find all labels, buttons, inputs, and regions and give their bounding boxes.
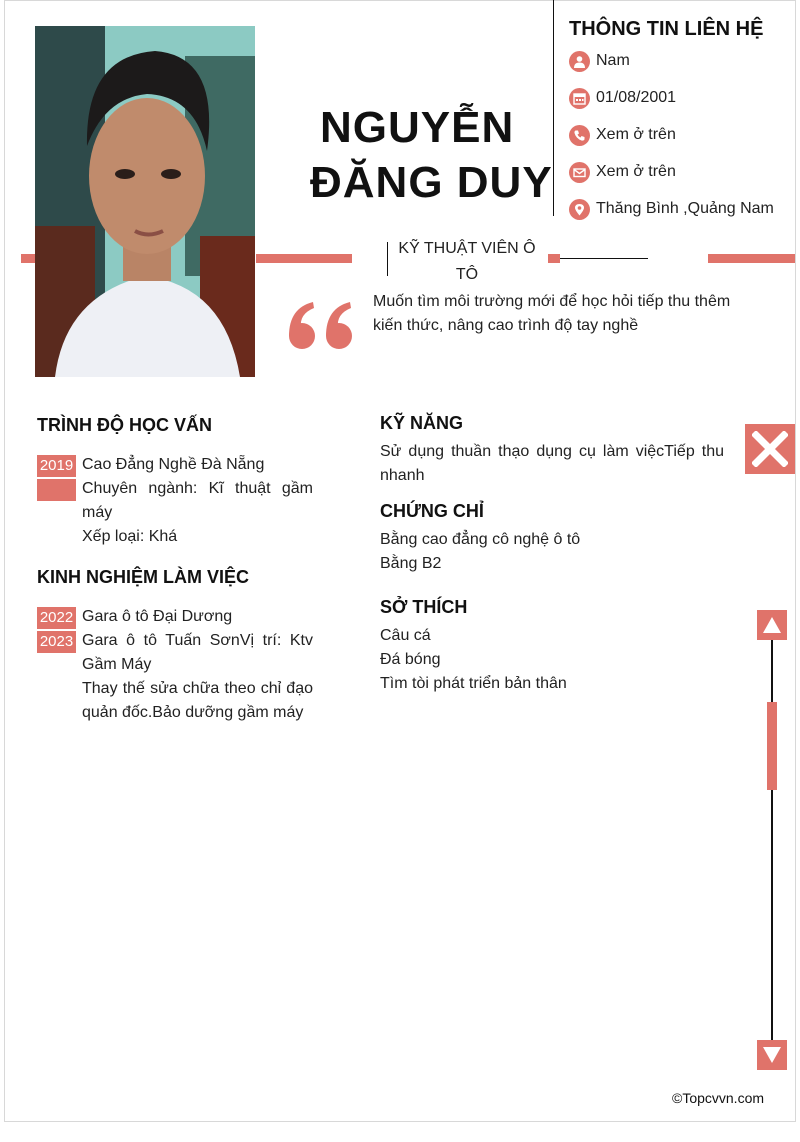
certificates-title: CHỨNG CHỈ — [380, 501, 484, 521]
experience-item: Gara ô tô Tuấn SơnVị trí: Ktv Gầm Máy — [82, 632, 313, 673]
job-title-divider — [387, 242, 388, 276]
scrollbar-track[interactable] — [771, 640, 773, 1040]
divider-bar-right — [708, 254, 795, 263]
experience-year-badge: 2023 — [37, 631, 76, 653]
phone-value: Xem ở trên — [596, 126, 676, 143]
close-icon — [752, 431, 788, 467]
hobbies-title: SỞ THÍCH — [380, 597, 468, 617]
education-title: TRÌNH ĐỘ HỌC VẤN — [37, 415, 212, 435]
gender-value: Nam — [596, 52, 630, 69]
contact-title: THÔNG TIN LIÊN HỆ — [569, 18, 764, 40]
quote-icon — [287, 288, 357, 358]
experience-description: Thay thế sửa chữa theo chỉ đạo quản đốc.Bảo dưỡng gầm máy — [82, 680, 313, 721]
close-button[interactable] — [745, 424, 795, 474]
birthday-value: 01/08/2001 — [596, 89, 677, 106]
experience-item: Gara ô tô Đại Dương — [82, 608, 233, 625]
divider-bar-left — [21, 254, 35, 263]
contact-phone — [569, 123, 676, 147]
divider-bar-small — [548, 254, 560, 263]
job-title: KỸ THUẬT VIÊN Ô TÔ — [398, 240, 536, 283]
scrollbar-thumb[interactable] — [767, 702, 777, 790]
name-line-1: NGUYỄN — [320, 103, 515, 152]
contact-address — [569, 197, 774, 221]
phone-icon — [569, 125, 590, 146]
education-grade: Xếp loại: Khá — [82, 528, 178, 545]
experience-year-badge: 2022 — [37, 607, 76, 629]
divider-bar-center — [256, 254, 352, 263]
hobby-item: Tìm tòi phát triển bản thân — [380, 675, 567, 692]
skills-title: KỸ NĂNG — [380, 413, 464, 433]
mail-icon — [569, 162, 590, 183]
location-pin-icon — [569, 199, 590, 220]
experience-year-separator — [37, 629, 76, 631]
contact-email — [569, 160, 676, 184]
experience-title: KINH NGHIỆM LÀM VIỆC — [37, 567, 250, 587]
scroll-up-button[interactable] — [757, 610, 787, 640]
profile-photo — [35, 26, 255, 377]
hobby-item: Câu cá — [380, 627, 431, 644]
contact-divider — [553, 0, 554, 216]
career-objective: Muốn tìm môi trường mới để học hỏi tiếp thu thêm kiến thức, nâng cao trình độ tay nghề — [373, 293, 731, 334]
divider-thin-line — [560, 258, 648, 259]
arrow-down-icon — [762, 1046, 782, 1064]
hobby-item: Đá bóng — [380, 651, 441, 668]
certificate-item: Bằng B2 — [380, 555, 442, 572]
contact-birthday — [569, 86, 676, 110]
address-value: Thăng Bình ,Quảng Nam — [596, 200, 774, 217]
footer-credit: ©Topcvvn.com — [672, 1090, 765, 1106]
calendar-icon — [569, 88, 590, 109]
user-icon — [569, 51, 590, 72]
education-major: Chuyên ngành: Kĩ thuật gầm máy — [82, 480, 313, 521]
name-line-2: ĐĂNG DUY — [310, 158, 553, 207]
skills-text: Sử dụng thuần thạo dụng cụ làm việcTiếp thu nhanh — [380, 443, 724, 484]
email-value: Xem ở trên — [596, 163, 676, 180]
scroll-down-button[interactable] — [757, 1040, 787, 1070]
arrow-up-icon — [762, 616, 782, 634]
education-year-badge: 2019 — [37, 455, 76, 477]
education-school: Cao Đẳng Nghề Đà Nẵng — [82, 456, 265, 473]
contact-gender — [569, 49, 630, 73]
education-year-tail — [37, 479, 76, 501]
certificate-item: Bằng cao đẳng cô nghệ ô tô — [380, 531, 581, 548]
